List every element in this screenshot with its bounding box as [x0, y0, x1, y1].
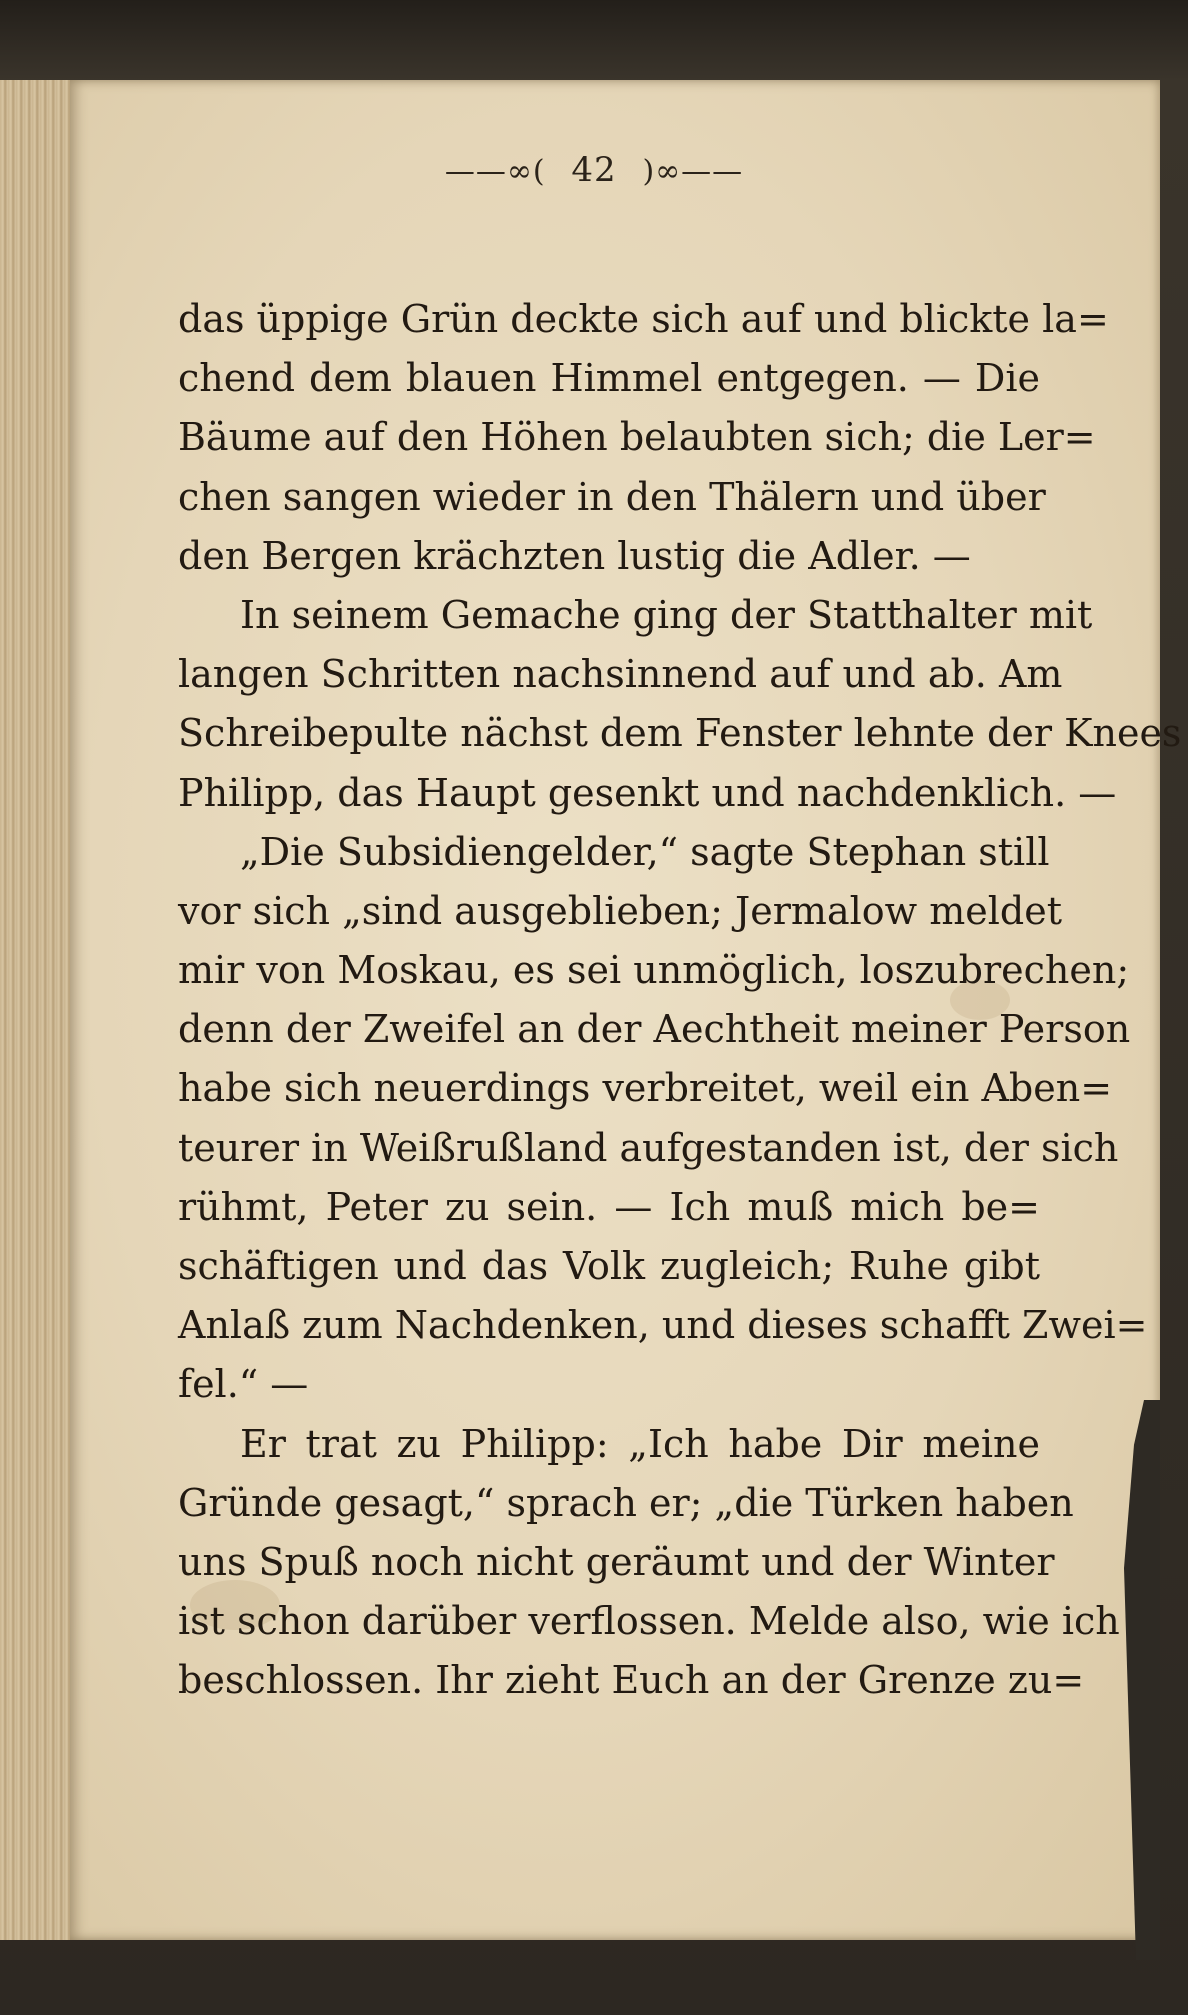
page-number: 42 — [571, 150, 617, 190]
text-line: Gründe gesagt,“ sprach er; „die Türken haben — [178, 1480, 1074, 1525]
text-line: Philipp, das Haupt gesenkt und nachdenklich. — — [178, 770, 1117, 815]
ornament-right: )∞—— — [642, 154, 744, 189]
text-line: In seinem Gemache ging der Statthalter mit — [240, 592, 1093, 637]
text-line: Er trat zu Philipp: „Ich habe Dir meine — [240, 1421, 1040, 1466]
text-line: langen Schritten nachsinnend auf und ab. Am — [178, 652, 1063, 697]
text-line: uns Spuß noch nicht geräumt und der Winter — [178, 1539, 1055, 1584]
text-line: Bäume auf den Höhen belaubten sich; die Ler= — [178, 415, 1096, 460]
text-line: habe sich neuerdings verbreitet, weil ein Aben= — [178, 1066, 1113, 1111]
text-line: rühmt, Peter zu sein. — Ich muß mich be= — [178, 1184, 1040, 1229]
text-line: das üppige Grün deckte sich auf und blickte la= — [178, 297, 1109, 341]
page-header — [0, 150, 1188, 190]
text-line: denn der Zweifel an der Aechtheit meiner Person — [178, 1007, 1131, 1052]
body-text — [178, 290, 1182, 1711]
ornament-left: ——∞( — [444, 154, 546, 189]
text-line: ist schon darüber verflossen. Melde also, wie ich — [178, 1599, 1120, 1644]
text-line: beschlossen. Ihr zieht Euch an der Grenze zu= — [178, 1658, 1085, 1703]
text-line: teurer in Weißrußland aufgestanden ist, der sich — [178, 1125, 1119, 1170]
torn-page-edge — [1120, 1400, 1160, 1960]
text-line: „Die Subsidiengelder,“ sagte Stephan still — [240, 829, 1050, 874]
text-line: chend dem blauen Himmel entgegen. — Die — [178, 356, 1040, 401]
text-line: den Bergen krächzten lustig die Adler. — — [178, 533, 971, 578]
text-line: mir von Moskau, es sei unmöglich, loszubrechen; — [178, 948, 1130, 993]
text-line: chen sangen wieder in den Thälern und über — [178, 474, 1046, 519]
text-line: vor sich „sind ausgeblieben; Jermalow meldet — [178, 888, 1063, 933]
text-line: schäftigen und das Volk zugleich; Ruhe gibt — [178, 1244, 1040, 1288]
text-line: fel.“ — — [178, 1362, 309, 1407]
text-line: Schreibepulte nächst dem Fenster lehnte der Knees — [178, 711, 1182, 756]
text-line: Anlaß zum Nachdenken, und dieses schafft Zwei= — [178, 1303, 1148, 1348]
